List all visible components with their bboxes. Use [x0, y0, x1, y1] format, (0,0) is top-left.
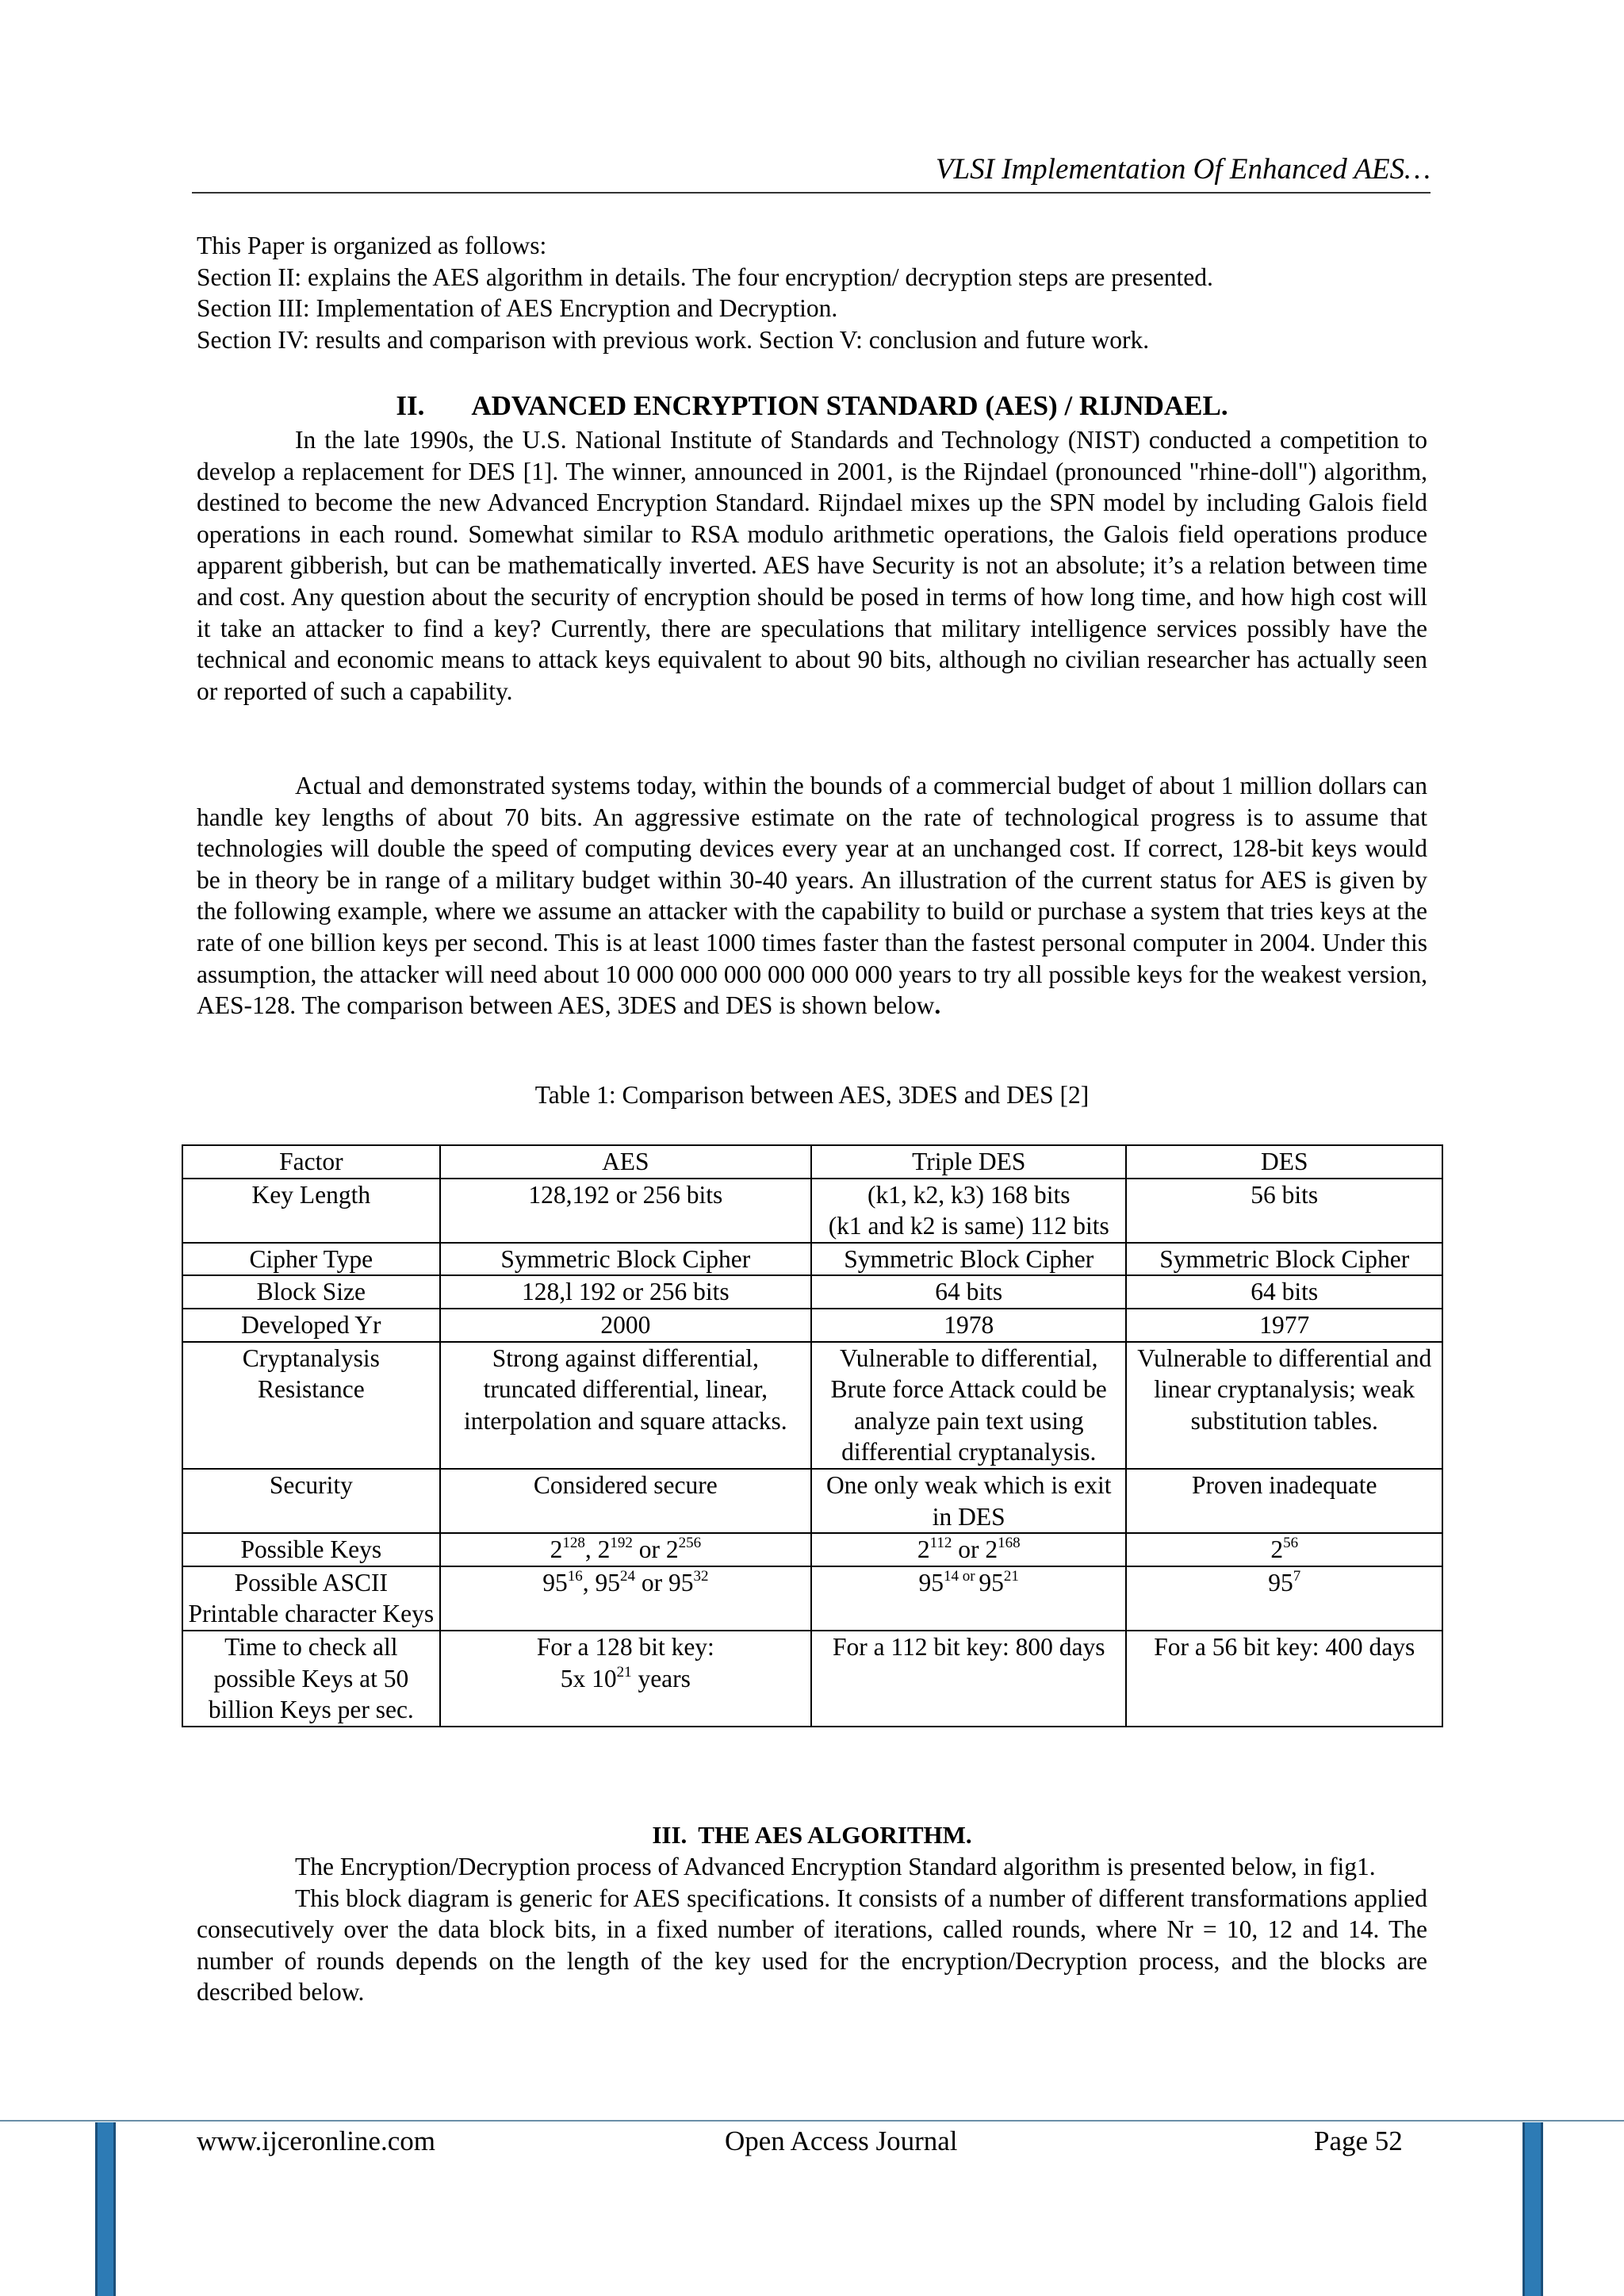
- header-cell: Factor: [182, 1145, 440, 1179]
- des-cell: Symmetric Block Cipher: [1126, 1243, 1442, 1276]
- factor-cell: Cipher Type: [182, 1243, 440, 1276]
- comparison-table: [182, 1144, 1443, 1727]
- des-cell: Proven inadequate: [1126, 1469, 1442, 1533]
- section-number: III.: [652, 1821, 688, 1849]
- footer-rule: [0, 2120, 1624, 2122]
- header-cell: DES: [1126, 1145, 1442, 1179]
- aes-cell: 2000: [440, 1309, 811, 1342]
- des-cell: $95^7$: [1126, 1566, 1442, 1631]
- factor-cell: Block Size: [182, 1275, 440, 1309]
- aes-cell: Strong against differential, truncated differential, linear, interpolation and square attacks.: [440, 1342, 811, 1469]
- footer-bar-right: [1522, 2122, 1543, 2296]
- factor-cell: Possible Keys: [182, 1533, 440, 1566]
- des-cell: 64 bits: [1126, 1275, 1442, 1309]
- des-cell: For a 56 bit key: 400 days: [1126, 1631, 1442, 1727]
- tdes-cell: $95^{14 or}$ $95^{21}$: [811, 1566, 1127, 1631]
- aes-cell: 128,192 or 256 bits: [440, 1179, 811, 1243]
- table-row: [182, 1275, 1442, 1309]
- tdes-line: (k1, k2, k3) 168 bits: [867, 1180, 1071, 1209]
- tdes-cell: [811, 1179, 1127, 1243]
- section-2-paragraph-1: [197, 424, 1427, 707]
- des-cell: $2^{56}$: [1126, 1533, 1442, 1566]
- section-title: ADVANCED ENCRYPTION STANDARD (AES) / RIJNDAEL.: [471, 390, 1228, 421]
- tdes-cell: Symmetric Block Cipher: [811, 1243, 1127, 1276]
- paragraph: [197, 770, 1427, 1022]
- table-row: [182, 1631, 1442, 1727]
- footer-url: www.ijceronline.com: [197, 2125, 435, 2156]
- org-line: Section III: Implementation of AES Encryption and Decryption.: [197, 294, 838, 323]
- aes-cell: $95^{16}$, $95^{24}$ or $95^{32}$: [440, 1566, 811, 1631]
- table-row: [182, 1179, 1442, 1243]
- running-header: VLSI Implementation Of Enhanced AES…: [935, 153, 1431, 186]
- table-row: [182, 1342, 1442, 1469]
- aes-cell: 128,l 192 or 256 bits: [440, 1275, 811, 1309]
- factor-cell: Possible ASCII Printable character Keys: [182, 1566, 440, 1631]
- paragraph-end: .: [934, 991, 941, 1020]
- section-number: II.: [396, 390, 425, 421]
- tdes-cell: For a 112 bit key: 800 days: [811, 1631, 1127, 1727]
- header-cell: AES: [440, 1145, 811, 1179]
- factor-cell: Time to check all possible Keys at 50 billion Keys per sec.: [182, 1631, 440, 1727]
- des-cell: Vulnerable to differential and linear cryptanalysis; weak substitution tables.: [1126, 1342, 1442, 1469]
- des-cell: 1977: [1126, 1309, 1442, 1342]
- tdes-cell: $2^{112}$ or $2^{168}$: [811, 1533, 1127, 1566]
- section-3-heading: [0, 1821, 1624, 1849]
- paper-organization: [197, 230, 1427, 355]
- table-row: [182, 1243, 1442, 1276]
- table-row: [182, 1309, 1442, 1342]
- paragraph: The Encryption/Decryption process of Advanced Encryption Standard algorithm is presented below, in fig1.: [295, 1853, 1376, 1880]
- footer-bar-left: [95, 2122, 116, 2296]
- table-row: [182, 1566, 1442, 1631]
- tdes-cell: 64 bits: [811, 1275, 1127, 1309]
- aes-cell: Symmetric Block Cipher: [440, 1243, 811, 1276]
- aes-cell: $2^{128}$, $2^{192}$ or $2^{256}$: [440, 1533, 811, 1566]
- factor-cell: Cryptanalysis Resistance: [182, 1342, 440, 1469]
- factor-cell: Developed Yr: [182, 1309, 440, 1342]
- table-row: [182, 1469, 1442, 1533]
- factor-cell: Key Length: [182, 1179, 440, 1243]
- paragraph: In the late 1990s, the U.S. National Institute of Standards and Technology (NIST) conducted a competition to develop a replacement for DES [1]. The winner, announced in 2001, is the Rijndael (pronounced "rhine-doll") algorithm, destined to become the new Advanced Encryption Standard. Rijndael mixes up the SPN model by including Galois field operations in each round. Somewhat similar to RSA modulo arithmetic operations, the Galois field operations produce apparent gibberish, but can be mathematically inverted. AES have Security is not an absolute; it’s a relation between time and cost. Any question about the security of encryption should be posed in terms of how long time, and how high cost will it take an attacker to find a key? Currently, there are speculations that military intelligence services possibly have the technical and economic means to attack keys equivalent to about 90 bits, although no civilian researcher has actually seen or reported of such a capability.: [197, 426, 1427, 705]
- des-cell: 56 bits: [1126, 1179, 1442, 1243]
- org-line: This Paper is organized as follows:: [197, 232, 547, 259]
- section-3-body: [197, 1851, 1427, 2008]
- org-line: Section IV: results and comparison with previous work. Section V: conclusion and future work.: [197, 325, 1150, 354]
- aes-cell: For a 128 bit key: 5x $10^{21}$ years: [440, 1631, 811, 1727]
- table-header-row: [182, 1145, 1442, 1179]
- table-caption: Table 1: Comparison between AES, 3DES and DES [2]: [534, 1081, 1090, 1109]
- table-row: [182, 1533, 1442, 1566]
- paragraph: This block diagram is generic for AES specifications. It consists of a number of different transformations applied consecutively over the data block bits, in a fixed number of iterations, called rounds, where Nr = 10, 12 and 14. The number of rounds depends on the length of the key used for the encryption/Decryption process, and the blocks are described below.: [197, 1884, 1427, 2007]
- tdes-line: (k1 and k2 is same) 112 bits: [828, 1212, 1109, 1240]
- tdes-cell: 1978: [811, 1309, 1127, 1342]
- header-cell: Triple DES: [811, 1145, 1127, 1179]
- section-2-paragraph-2: [197, 770, 1427, 1022]
- org-line: Section II: explains the AES algorithm in details. The four encryption/ decryption steps are presented.: [197, 263, 1213, 291]
- tdes-cell: Vulnerable to differential, Brute force Attack could be analyze pain text using differential cryptanalysis.: [811, 1342, 1127, 1469]
- section-title: THE AES ALGORITHM.: [698, 1821, 972, 1849]
- footer-journal: Open Access Journal: [725, 2125, 958, 2156]
- section-2-heading: [0, 390, 1624, 422]
- factor-cell: Security: [182, 1469, 440, 1533]
- paragraph-text: Actual and demonstrated systems today, within the bounds of a commercial budget of about 1 million dollars can handle key lengths of about 70 bits. An aggressive estimate on the rate of technological progress is to assume that technologies will double the speed of computing devices every year at an unchanged cost. If correct, 128-bit keys would be in theory be in range of a military budget within 30-40 years. An illustration of the current status for AES is given by the following example, where we assume an attacker with the capability to build or purchase a system that tries keys at the rate of one billion keys per second. This is at least 1000 times faster than the fastest personal computer in 2004. Under this assumption, the attacker will need about 10 000 000 000 000 000 000 years to try all possible keys for the weakest version, AES-128. The comparison between AES, 3DES and DES is shown below: [197, 772, 1427, 1020]
- tdes-cell: One only weak which is exit in DES: [811, 1469, 1127, 1533]
- aes-cell: Considered secure: [440, 1469, 811, 1533]
- footer-page-number: Page 52: [1314, 2125, 1403, 2156]
- header-rule: [192, 192, 1431, 194]
